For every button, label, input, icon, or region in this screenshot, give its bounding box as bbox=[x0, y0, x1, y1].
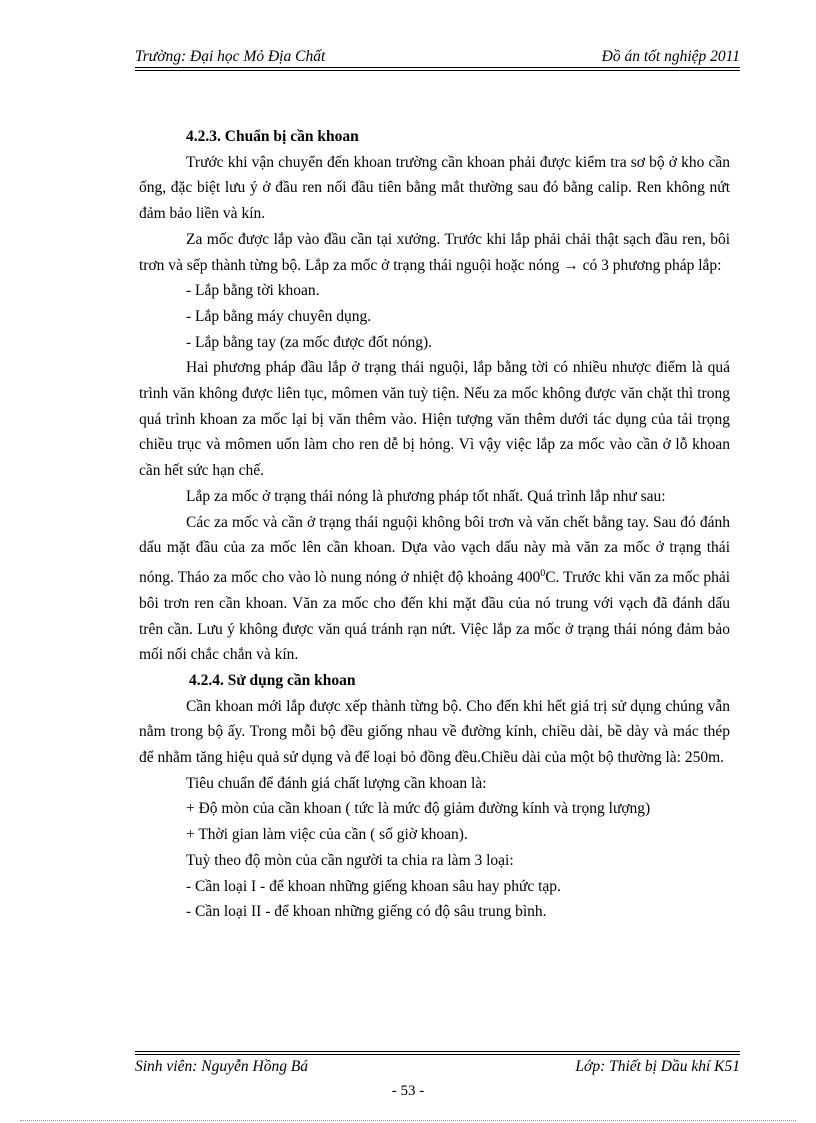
paragraph: Hai phương pháp đầu lắp ở trạng thái nguội, lắp bằng tời có nhiều nhược điểm là quá trình văn không được liên tục, mômen văn tuỳ tiện. Nếu za mốc không được văn chặt thì trong quá trình khoan za mốc lại bị văn thêm vào. Hiện tượng văn thêm dưới tác dụng của tải trọng chiều trục và mômen uốn làm cho ren dễ bị hỏng. Vì vậy việc lắp za mốc vào cần ở lỗ khoan cần hết sức hạn chế. bbox=[139, 359, 730, 480]
paragraph: Tuỳ theo độ mòn của cần người ta chia ra làm 3 loại: bbox=[186, 851, 514, 869]
degree-superscript: 0 bbox=[540, 567, 546, 579]
header-project: Đồ án tốt nghiệp 2011 bbox=[601, 48, 740, 65]
paragraph: Cần khoan mới lắp được xếp thành từng bộ. Cho đến khi hết giá trị sử dụng chúng vẫn nằm trong bộ ấy. Trong mỗi bộ đều giống nhau về đường kính, chiều dài, bề dày và mác thép để nhằm tăng hiệu quả sử dụng và để loại bỏ đồng đều.Chiều dài của một bộ thường là: 250m. bbox=[139, 697, 730, 767]
paragraph-text-part: C. Trước khi văn za mốc phải bôi trơn ren cần khoan. Văn za mốc cho đến khi mặt đầu của nó trung với vạch đã đánh dấu trên cần. Lưu ý không được văn quá tránh rạn nứt. Việc lắp za mốc ở trạng thái nóng đảm bảo mối nối chắc chắn và kín. bbox=[139, 569, 731, 664]
footer-rule-thin bbox=[135, 1051, 740, 1052]
page-number: - 53 - bbox=[391, 1083, 425, 1099]
paragraph: Tiêu chuẩn để đánh giá chất lượng cần khoan là: bbox=[186, 774, 487, 792]
header-rule bbox=[135, 67, 740, 68]
list-item: + Thời gian làm việc của cần ( số giờ khoan). bbox=[186, 826, 468, 844]
paragraph bbox=[139, 510, 730, 668]
paragraph: Lắp za mốc ở trạng thái nóng là phương pháp tốt nhất. Quá trình lắp như sau: bbox=[186, 487, 666, 505]
list-item: - Cần loại II - để khoan những giếng có độ sâu trung bình. bbox=[186, 903, 547, 921]
list-item: - Lắp bằng tời khoan. bbox=[186, 282, 320, 300]
list-item: + Độ mòn của cần khoan ( tức là mức độ giảm đường kính và trọng lượng) bbox=[186, 800, 651, 818]
section-heading-4-2-3: 4.2.3. Chuẩn bị cần khoan bbox=[186, 128, 359, 145]
page-body bbox=[139, 124, 730, 925]
page-footer bbox=[135, 1054, 740, 1076]
page-break-dotted-line bbox=[20, 1120, 796, 1121]
footer-class: Lớp: Thiết bị Dầu khí K51 bbox=[575, 1058, 740, 1075]
header-school: Trường: Đại học Mỏ Địa Chất bbox=[135, 48, 326, 65]
section-heading-4-2-4: 4.2.4. Sử dụng cần khoan bbox=[189, 671, 356, 689]
list-item: - Lắp bằng máy chuyên dụng. bbox=[186, 307, 372, 325]
paragraph-text-part: Các za mốc và cần ở trạng thái nguội không bôi trơn và văn chết bằng tay. Sau đó đánh dấu mặt đầu của za mốc lên cần khoan. Dựa vào vạch dấu này mà văn za mốc ở trạng thái nóng. Tháo za mốc cho vào lò nung nóng ở nhiệt độ khoảng 400 bbox=[139, 513, 730, 587]
list-item: - Cần loại I - để khoan những giếng khoan sâu hay phức tạp. bbox=[186, 877, 561, 895]
page-header bbox=[135, 46, 740, 66]
list-item: - Lắp bằng tay (za mốc được đốt nóng). bbox=[186, 333, 433, 351]
paragraph: Za mốc được lắp vào đầu cần tại xưởng. Trước khi lắp phải chải thật sạch đầu ren, bôi trơn và sếp thành từng bộ. Lắp za mốc ở trạng thái nguội hoặc nóng → có 3 phương pháp lắp: bbox=[139, 230, 730, 274]
paragraph: Trước khi vận chuyển đến khoan trường cần khoan phải được kiểm tra sơ bộ ở kho cần ống, đặc biệt lưu ý ở đầu ren nối đầu tiên bằng mắt thường sau đó bằng calip. Ren không nứt đảm bảo liền và kín. bbox=[139, 153, 730, 223]
footer-student: Sinh viên: Nguyễn Hồng Bá bbox=[135, 1058, 309, 1075]
header-rule-thin bbox=[135, 70, 740, 71]
